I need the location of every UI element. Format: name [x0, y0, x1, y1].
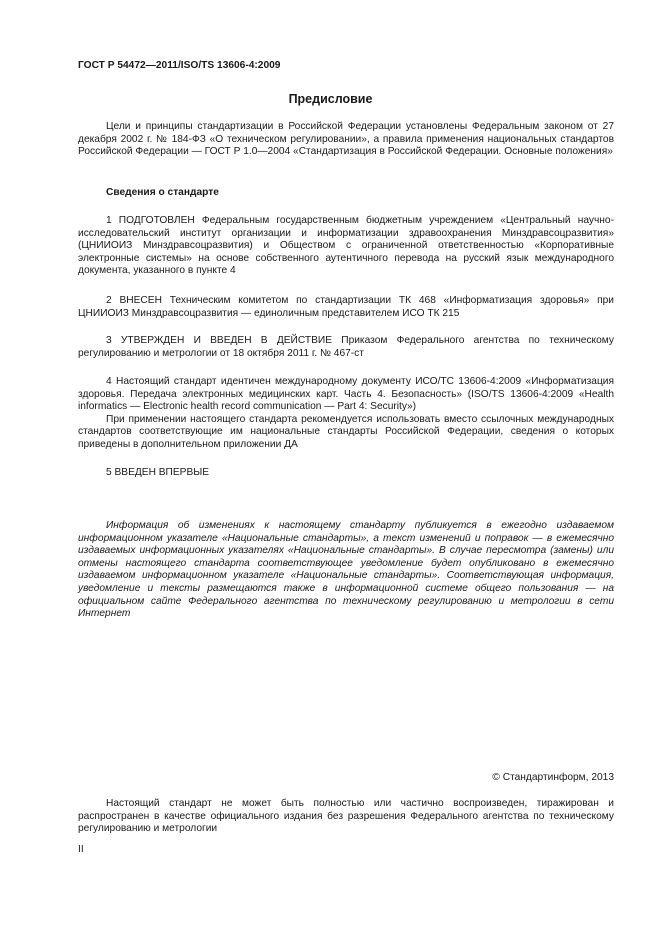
notice-block	[78, 520, 614, 621]
page-number: II	[78, 844, 84, 855]
item-5-paragraph: 5 ВВЕДЕН ВПЕРВЫЕ	[106, 467, 210, 478]
item-4-note-paragraph: При применении настоящего стандарта рекомендуется использовать вместо ссылочных международных стандартов соответствующие им национальные стандарты Российской Федерации, сведения о которых приведены в дополнительном приложении ДА	[78, 413, 614, 450]
item-3-block	[78, 335, 614, 360]
reproduction-paragraph: Настоящий стандарт не может быть полностью или частично воспроизведен, тиражирован и распространен в качестве официального издания без разрешения Федерального агентства по техническому регулированию и метрологии	[78, 798, 614, 835]
document-header: ГОСТ Р 54472—2011/ISO/TS 13606-4:2009	[78, 60, 281, 71]
item-2-block	[78, 295, 614, 320]
item-3-paragraph: 3 УТВЕРЖДЕН И ВВЕДЕН В ДЕЙСТВИЕ Приказом Федерального агентства по техническому регулированию и метрологии от 18 октября 2011 г. № 467-ст	[78, 335, 614, 359]
notice-paragraph: Информация об изменениях к настоящему стандарту публикуется в ежегодно издаваемом информационном указателе «Национальные стандарты», а текст изменений и поправок — в ежемесячно издаваемых информационных указателях «Национальные стандарты». В случае пересмотра (замены) или отмены настоящего стандарта соответствующее уведомление будет опубликовано в ежемесячно издаваемом информационном указателе «Национальные стандарты». Соответствующая информация, уведомление и тексты размещаются также в информационной системе общего пользования — на официальном сайте Федерального агентства по техническому регулированию и метрологии в сети Интернет	[78, 520, 614, 620]
intro-block	[78, 121, 614, 159]
item-4-block	[78, 376, 614, 452]
copyright-line: © Стандартинформ, 2013	[492, 772, 614, 783]
item-2-paragraph: 2 ВНЕСЕН Техническим комитетом по стандартизации ТК 468 «Информатизация здоровья» при ЦНИИОИЗ Минздравсоцразвития — единоличным представителем ИСО ТК 215	[78, 295, 614, 319]
item-5-block	[78, 467, 614, 480]
reproduction-block	[78, 798, 614, 836]
page-title: Предисловие	[288, 92, 373, 106]
item-4-paragraph: 4 Настоящий стандарт идентичен международному документу ИСО/ТС 13606-4:2009 «Информатизация здоровья. Передача электронных медицинских карт. Часть 4. Безопасность» (ISO/TS 13606-4:2009 «Health informatics — Electronic health record communication — Part 4: Security»)	[78, 376, 614, 413]
item-1-paragraph: 1 ПОДГОТОВЛЕН Федеральным государственным бюджетным учреждением «Центральный научно-исследовательский институт организации и информатизации здравоохранения Минздравсоцразвития» (ЦНИИОИЗ Минздравсоцразвития) и Обществом с ограниченной ответственностью «Корпоративные электронные системы» на основе собственного аутентичного перевода на русский язык международного документа, указанного в пункте 4	[78, 215, 614, 277]
section-subheading: Сведения о стандарте	[106, 187, 219, 198]
item-1-block	[78, 215, 614, 278]
intro-paragraph: Цели и принципы стандартизации в Российской Федерации установлены Федеральным законом от 27 декабря 2002 г. № 184-ФЗ «О техническом регулировании», а правила применения национальных стандартов Российской Федерации — ГОСТ Р 1.0—2004 «Стандартизация в Российской Федерации. Основные положения»	[78, 121, 614, 158]
